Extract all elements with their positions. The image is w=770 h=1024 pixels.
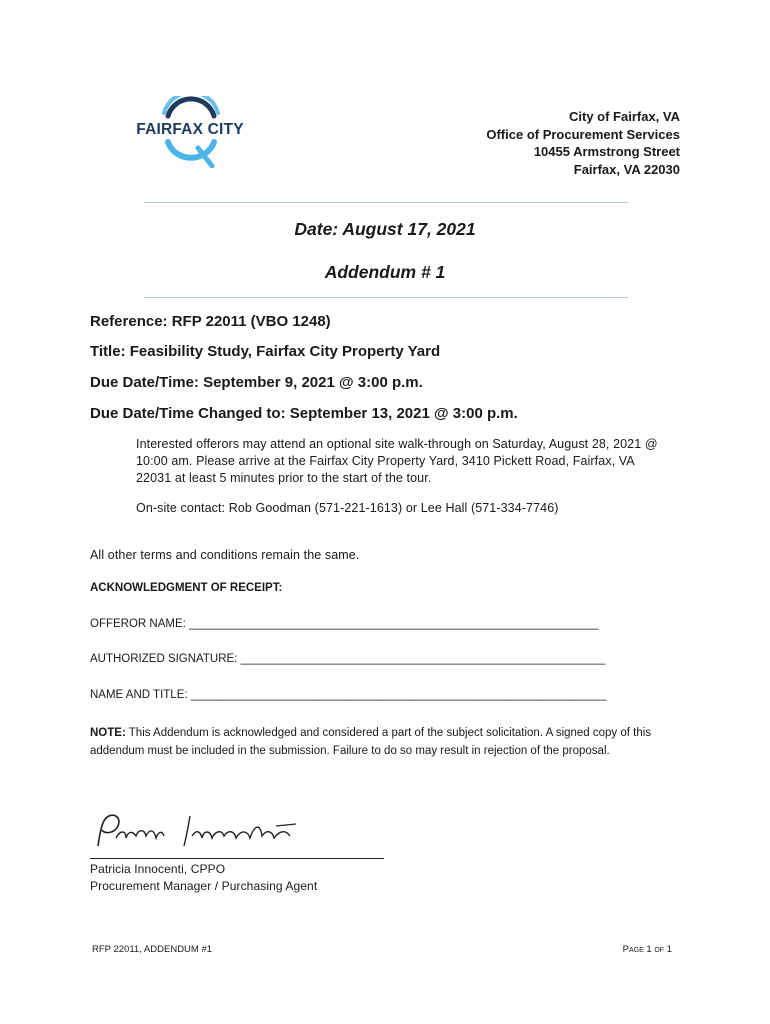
signer-role: Procurement Manager / Purchasing Agent <box>90 879 318 893</box>
fairfax-city-logo <box>134 96 246 168</box>
due-date-line: Due Date/Time: September 9, 2021 @ 3:00 p.m. <box>90 374 423 391</box>
footer-page-number: Page 1 of 1 <box>622 944 672 955</box>
acknowledgment-heading: ACKNOWLEDGMENT OF RECEIPT: <box>90 582 283 594</box>
title-line: Title: Feasibility Study, Fairfax City Property Yard <box>90 343 441 360</box>
footer-document-id: RFP 22011, ADDENDUM #1 <box>92 944 213 955</box>
address-office: Office of Procurement Services <box>486 126 680 142</box>
address-block <box>486 108 680 178</box>
top-divider <box>144 202 628 203</box>
addendum-number: Addendum # 1 <box>324 262 446 282</box>
handwritten-signature <box>92 808 312 858</box>
offeror-name-field: OFFEROR NAME: ________________________________________________________________ <box>90 618 599 630</box>
note-label: NOTE: <box>90 727 126 739</box>
name-and-title-field: NAME AND TITLE: _________________________________________________________________ <box>90 689 607 701</box>
address-zip: Fairfax, VA 22030 <box>573 161 680 177</box>
addendum-date: Date: August 17, 2021 <box>294 219 476 239</box>
bottom-divider <box>144 297 628 298</box>
logo-wordmark: FAIRFAX CITY <box>136 121 244 138</box>
signer-name: Patricia Innocenti, CPPO <box>90 862 226 876</box>
authorized-signature-field: AUTHORIZED SIGNATURE: _________________________________________________________ <box>90 653 606 665</box>
onsite-contact: On-site contact: Rob Goodman (571-221-1613) or Lee Hall (571-334-7746) <box>136 501 559 515</box>
due-date-changed-line: Due Date/Time Changed to: September 13, 2021 @ 3:00 p.m. <box>90 405 518 422</box>
note-paragraph <box>90 724 685 760</box>
walkthrough-paragraph: Interested offerors may attend an optional site walk-through on Saturday, August 28, 2021 @ 10:00 am. Please arrive at the Fairfax City Property Yard, 3410 Pickett Road, Fairfax, VA 22031 at least 5 minutes prior to the start of the tour. <box>136 437 658 485</box>
address-city: City of Fairfax, VA <box>568 109 680 124</box>
other-terms: All other terms and conditions remain the same. <box>90 548 360 562</box>
address-street: 10455 Armstrong Street <box>533 144 680 159</box>
note-text: This Addendum is acknowledged and considered a part of the subject solicitation. A signed copy of this addendum must be included in the submission. Failure to do so may result in rejection of the proposal. <box>90 727 652 757</box>
reference-line: Reference: RFP 22011 (VBO 1248) <box>90 313 331 330</box>
signature-line <box>90 858 384 859</box>
